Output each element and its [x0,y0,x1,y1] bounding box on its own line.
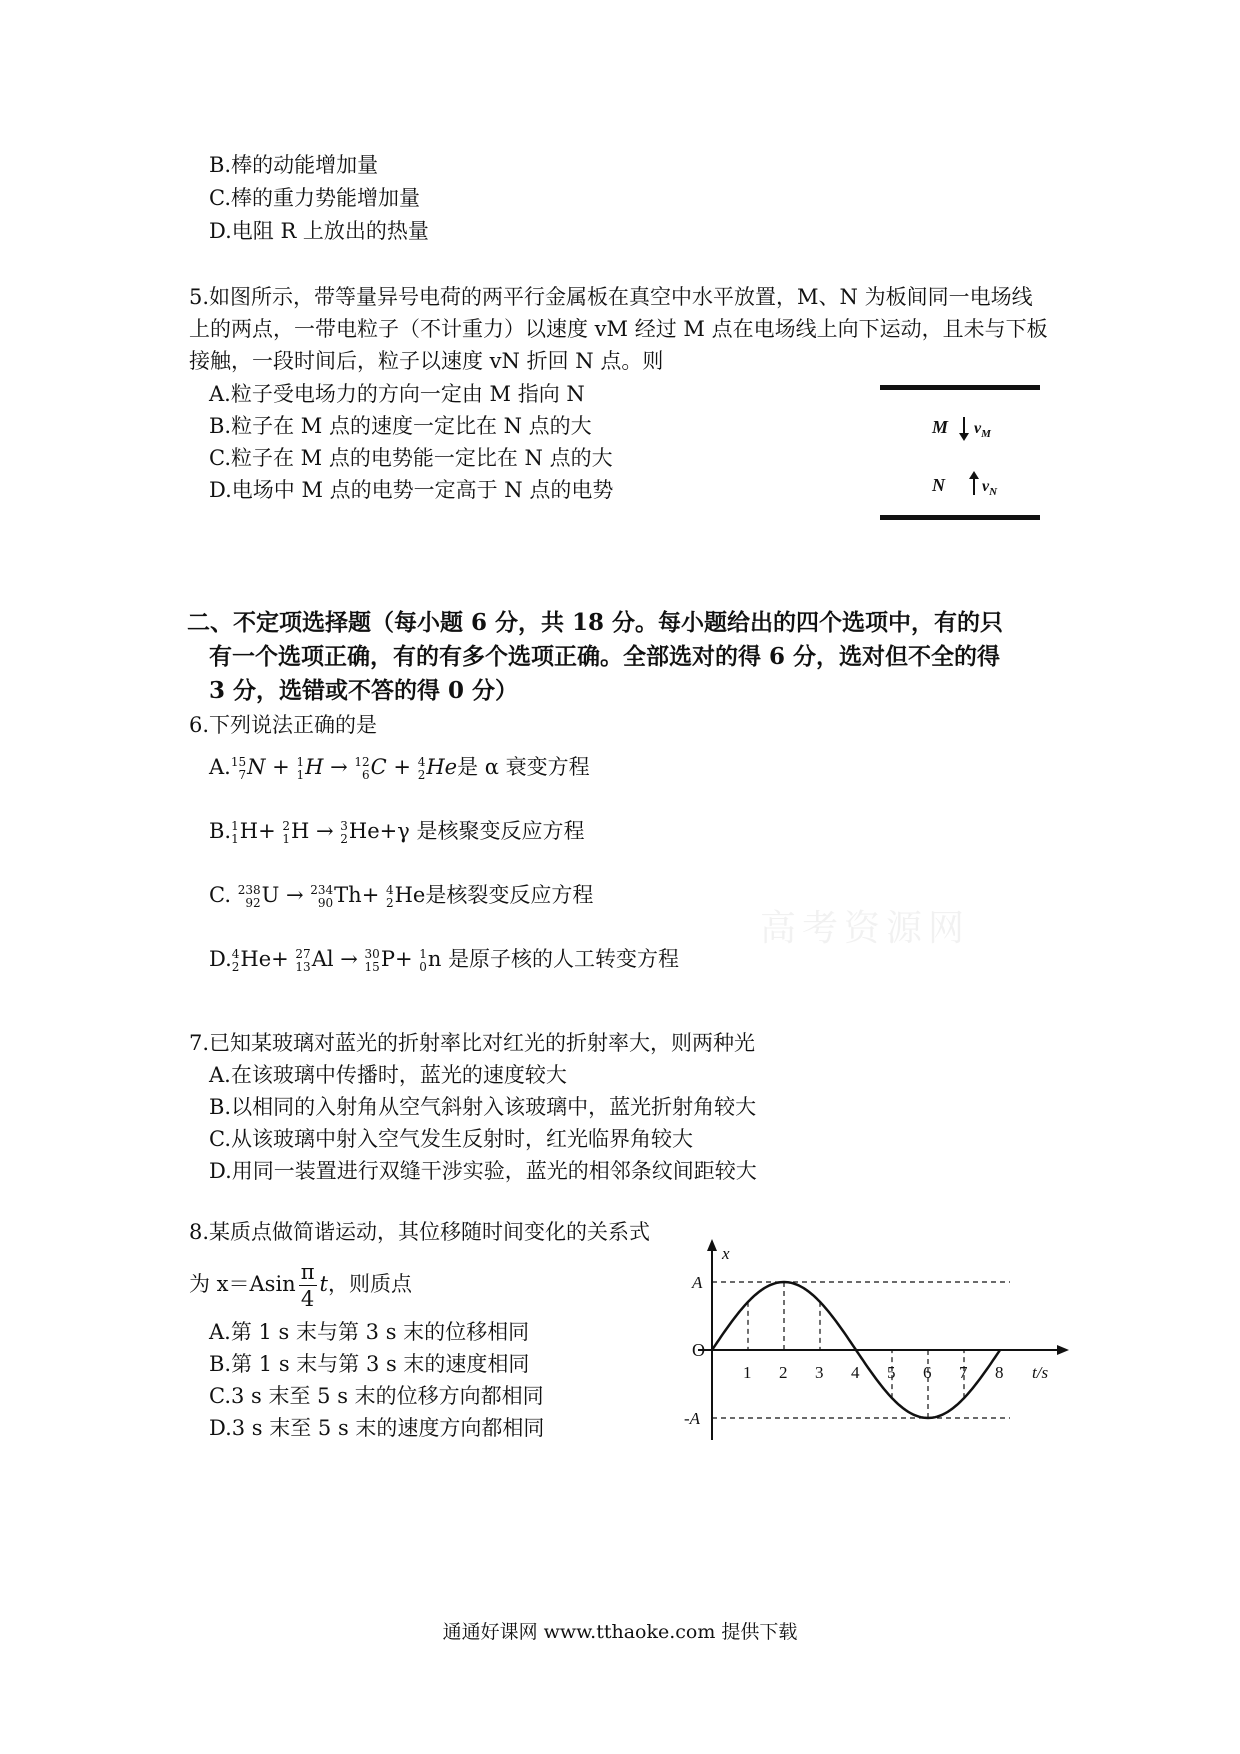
fig-label-vm: $v_M$ [974,420,991,440]
x-tick-label: 8 [995,1363,1004,1382]
fig-label-n: N [932,475,945,495]
y-tick-label-neg-a: -A [684,1409,701,1428]
q4-option-d: D.电阻 R 上放出的热量 [209,219,429,243]
x-tick-label: 5 [887,1363,896,1382]
q7-option-a: A.在该玻璃中传播时，蓝光的速度较大 [209,1063,567,1087]
q5-stem-line-1: 5.如图所示，带等量异号电荷的两平行金属板在真空中水平放置，M、N 为板间同一电场线 [189,285,1033,309]
q8-stem-line-1: 8.某质点做简谐运动，其位移随时间变化的关系式 [189,1220,651,1244]
q8-option-c: C.3 s 末至 5 s 末的位移方向都相同 [209,1384,544,1408]
x-tick-label: 1 [743,1363,752,1382]
x-axis-arrow [1057,1345,1069,1355]
q6-option-d: D. 4 2 He+ 27 13 Al → 30 15 P+ 1 0 n 是原子核的人工转变方程 [209,946,680,974]
x-tick-label: 2 [779,1363,788,1382]
q5-plates-figure [870,375,1050,530]
q5-option-c: C.粒子在 M 点的电势能一定比在 N 点的大 [209,446,613,470]
q7-option-d: D.用同一装置进行双缝干涉实验，蓝光的相邻条纹间距较大 [209,1159,757,1183]
q5-option-b: B.粒子在 M 点的速度一定比在 N 点的大 [209,414,592,438]
fig-label-vn: $v_N$ [982,478,998,498]
y-tick-label-a: A [692,1273,703,1292]
lower-plate [880,515,1040,520]
q7-option-b: B.以相同的入射角从空气斜射入该玻璃中，蓝光折射角较大 [209,1095,757,1119]
page-footer: 通通好课网 www.tthaoke.com 提供下载 [442,1621,798,1643]
x-tick-label: 7 [959,1363,968,1382]
q6-stem: 6.下列说法正确的是 [189,713,378,737]
q5-stem-line-2: 上的两点，一带电粒子（不计重力）以速度 vM 经过 M 点在电场线上向下运动，且未与下板 [189,317,1048,341]
x-axis-label: t/s [1032,1363,1049,1382]
displacement-time-graph [680,1235,1080,1450]
q6-option-b: B. 1 1 H+ 2 1 H → 3 2 He+γ 是核聚变反应方程 [209,818,585,846]
section2-heading-line-3: 3 分，选错或不答的得 0 分） [209,677,519,704]
q5-option-a: A.粒子受电场力的方向一定由 M 指向 N [209,382,585,406]
y-axis-label: x [722,1244,730,1263]
x-tick-label: 6 [923,1363,932,1382]
q4-option-c: C.棒的重力势能增加量 [209,186,420,210]
watermark: 高考资源网 [760,908,971,949]
q6-option-c: C. 238 92 U → 234 90 Th+ 4 2 He是核裂变反应方程 [209,882,594,910]
pi-over-4-fraction: $\frac{\pi}{4}$ [300,1260,315,1311]
q8-option-d: D.3 s 末至 5 s 末的速度方向都相同 [209,1416,545,1440]
q7-option-c: C.从该玻璃中射入空气发生反射时，红光临界角较大 [209,1127,693,1151]
q8-option-a: A.第 1 s 末与第 3 s 末的位移相同 [209,1320,530,1344]
origin-label: O [692,1340,705,1360]
q7-stem: 7.已知某玻璃对蓝光的折射率比对红光的折射率大，则两种光 [189,1031,756,1055]
q8-stem-line-2: 为 x＝Asin $\frac{\pi}{4}$ t，则质点 [189,1260,412,1311]
upper-plate [880,385,1040,390]
x-tick-label: 3 [815,1363,824,1382]
section2-heading-line-1: 二、不定项选择题（每小题 6 分，共 18 分。每小题给出的四个选项中，有的只 [187,609,1004,636]
q5-stem-line-3: 接触，一段时间后，粒子以速度 vN 折回 N 点。则 [189,349,664,373]
q8-option-b: B.第 1 s 末与第 3 s 末的速度相同 [209,1352,530,1376]
q5-option-d: D.电场中 M 点的电势一定高于 N 点的电势 [209,478,614,502]
fig-label-m: M [932,417,949,437]
x-tick-label: 4 [851,1363,860,1382]
q4-option-b: B.棒的动能增加量 [209,153,379,177]
q6-option-a: A. 15 7 N + 1 1 H → 12 6 C + 4 2 He是 α 衰变方程 [209,754,590,782]
section2-heading-line-2: 有一个选项正确，有的有多个选项正确。全部选对的得 6 分，选对但不全的得 [209,643,1001,670]
y-axis-arrow [707,1239,717,1251]
